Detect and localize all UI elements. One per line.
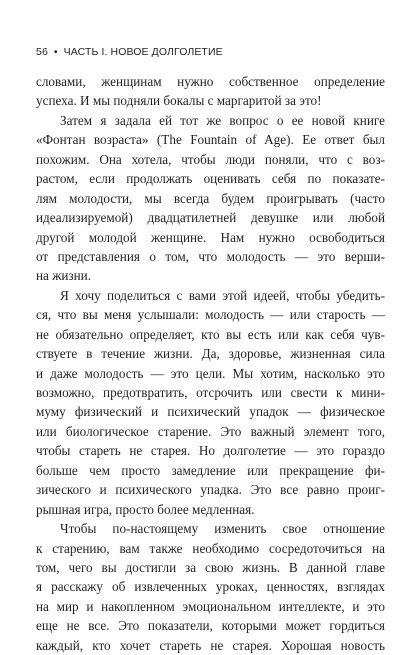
- text-line: на мир и накопленном эмоциональном интеллекте, и это: [36, 598, 385, 614]
- text-line: я расскажу об извлеченных уроках, ценностях, взглядах: [36, 579, 385, 595]
- text-line: Затем я задала ей тот же вопрос о ее новой книге: [60, 112, 385, 128]
- text-line: больше чем просто замедление или прекращение фи-: [36, 462, 385, 478]
- text-line: или биологическое старение. Это важный элемент того,: [36, 423, 385, 439]
- text-line: еще не все. Это показатели, которыми может гордиться: [36, 618, 385, 634]
- text-line: от представления о том, что молодость — это верши-: [36, 248, 385, 264]
- text-line: каждый, кто хочет стареть не старея. Хорошая новость: [36, 637, 385, 653]
- text-line: ствуете в течение жизни. Да, здоровье, жизненная сила: [36, 346, 385, 362]
- text-line: растом, если продолжать оценивать себя по показате-: [36, 171, 385, 187]
- text-line: зического и психического упадка. Это все равно проиг-: [36, 482, 385, 498]
- text-line: словами, женщинам нужно собственное определение: [36, 74, 385, 89]
- paragraph: [36, 519, 385, 655]
- text-line: возможно, предотвратить, отсрочить или свести к мини-: [36, 385, 385, 400]
- running-head: [36, 46, 223, 58]
- text-line: и даже молодость — это цели. Мы хотим, насколько это: [36, 365, 385, 381]
- text-line: Я хочу поделиться с вами этой идеей, чтобы убедить-: [60, 287, 385, 303]
- text-line: на жизни.: [36, 268, 91, 284]
- text-line: не обязательно определяет, кто вы есть или как себя чув-: [36, 326, 385, 342]
- section-title: ЧАСТЬ I. НОВОЕ ДОЛГОЛЕТИЕ: [63, 46, 223, 58]
- page-number: 56: [36, 46, 48, 58]
- header-separator: •: [53, 46, 58, 58]
- text-line: идеализируемой) двадцатилетней девушке или любой: [36, 210, 385, 226]
- text-line: рышная игра, просто более медленная.: [36, 501, 255, 517]
- body-text: [36, 72, 385, 655]
- text-line: лям молодости, мы всегда будем проигрывать (часто: [36, 190, 385, 206]
- text-line: муму физический и психический упадок — физическое: [36, 404, 385, 420]
- text-line: «Фонтан возраста» (The Fountain of Age). Ее ответ был: [36, 132, 385, 148]
- paragraph: [36, 286, 385, 519]
- text-line: другой молодой женщине. Нам нужно освободиться: [36, 229, 385, 245]
- text-line: чтобы стареть не старея. Но долголетие — это гораздо: [36, 443, 385, 459]
- paragraph: [36, 72, 385, 111]
- text-line: к старению, вам также необходимо сосредоточиться на: [36, 540, 385, 556]
- text-line: том, чего вы достигли за свою жизнь. В данной главе: [36, 559, 385, 575]
- text-line: похожим. Она хотела, чтобы люди поняли, что с воз-: [36, 151, 385, 167]
- text-line: ся, что вы меня услышали: молодость — или старость —: [36, 307, 385, 323]
- paragraph: [36, 111, 385, 286]
- text-line: успеха. И мы подняли бокалы с маргаритой за это!: [36, 93, 322, 109]
- text-line: Чтобы по-настоящему изменить свое отношение: [60, 521, 385, 537]
